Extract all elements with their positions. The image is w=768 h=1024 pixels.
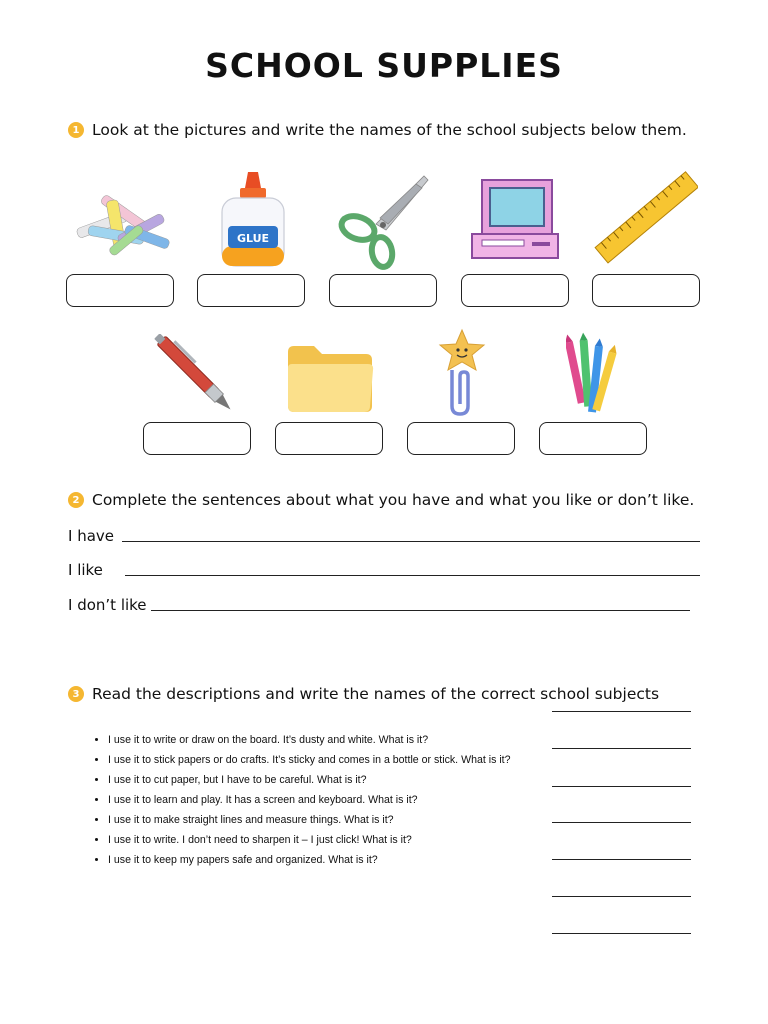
exercise-number-badge: 1 xyxy=(68,122,84,138)
sentence-starter: I have xyxy=(68,527,114,545)
answer-line[interactable] xyxy=(552,859,691,860)
exercise-3-text: Read the descriptions and write the names of the correct school subjects xyxy=(92,685,660,703)
exercise-2-instruction xyxy=(68,491,694,509)
answer-line[interactable] xyxy=(552,822,691,823)
ruler-icon xyxy=(594,170,698,266)
sentence-line[interactable] xyxy=(68,596,690,614)
paper-clip-icon xyxy=(432,326,492,418)
answer-box-computer[interactable] xyxy=(461,274,569,307)
exercise-1-text: Look at the pictures and write the names of the school subjects below them. xyxy=(92,121,687,139)
exercise-number-badge: 2 xyxy=(68,492,84,508)
sentence-starter: I like xyxy=(68,561,103,579)
list-item: • I use it to make straight lines and measure things. What is it? xyxy=(108,810,538,830)
answer-line[interactable] xyxy=(552,748,691,749)
folder-icon xyxy=(284,342,376,414)
list-item: • I use it to write. I don’t need to sharpen it – I just click! What is it? xyxy=(108,830,538,850)
answer-box-paper-clip[interactable] xyxy=(407,422,515,455)
list-item: • I use it to cut paper, but I have to be careful. What is it? xyxy=(108,770,538,790)
answer-box-ruler[interactable] xyxy=(592,274,700,307)
writing-line[interactable] xyxy=(125,574,700,576)
answer-box-glue[interactable] xyxy=(197,274,305,307)
list-item: • I use it to learn and play. It has a screen and keyboard. What is it? xyxy=(108,790,538,810)
list-item: • I use it to stick papers or do crafts. It’s sticky and comes in a bottle or stick. What is it? xyxy=(108,750,538,770)
exercise-1-instruction xyxy=(68,121,687,139)
page-title: SCHOOL SUPPLIES xyxy=(205,46,563,85)
sentence-starter: I don’t like xyxy=(68,596,147,614)
answer-line[interactable] xyxy=(552,786,691,787)
exercise-2-text: Complete the sentences about what you have and what you like or don’t like. xyxy=(92,491,695,509)
exercise-number-badge: 3 xyxy=(68,686,84,702)
exercise-3-instruction xyxy=(68,685,659,703)
answer-box-crayons[interactable] xyxy=(539,422,647,455)
scissors-icon xyxy=(336,172,432,270)
answer-box-scissors[interactable] xyxy=(329,274,437,307)
descriptions-list xyxy=(92,730,538,870)
answer-line[interactable] xyxy=(552,933,691,934)
glue-label: GLUE xyxy=(236,232,270,245)
sentence-line[interactable] xyxy=(68,561,700,579)
writing-line[interactable] xyxy=(122,540,700,542)
chalk-icon xyxy=(70,190,174,260)
answer-line[interactable] xyxy=(552,896,691,897)
answer-box-folder[interactable] xyxy=(275,422,383,455)
answer-box-chalk[interactable] xyxy=(66,274,174,307)
writing-line[interactable] xyxy=(151,609,690,611)
sentence-line[interactable] xyxy=(68,527,700,545)
pen-icon xyxy=(150,334,246,420)
answer-line[interactable] xyxy=(552,711,691,712)
list-item: • I use it to keep my papers safe and organized. What is it? xyxy=(108,850,538,870)
list-item: • I use it to write or draw on the board. It’s dusty and white. What is it? xyxy=(108,730,538,750)
answer-box-pen[interactable] xyxy=(143,422,251,455)
glue-bottle-icon xyxy=(218,170,288,268)
crayons-icon xyxy=(566,328,620,420)
computer-icon xyxy=(470,176,562,262)
